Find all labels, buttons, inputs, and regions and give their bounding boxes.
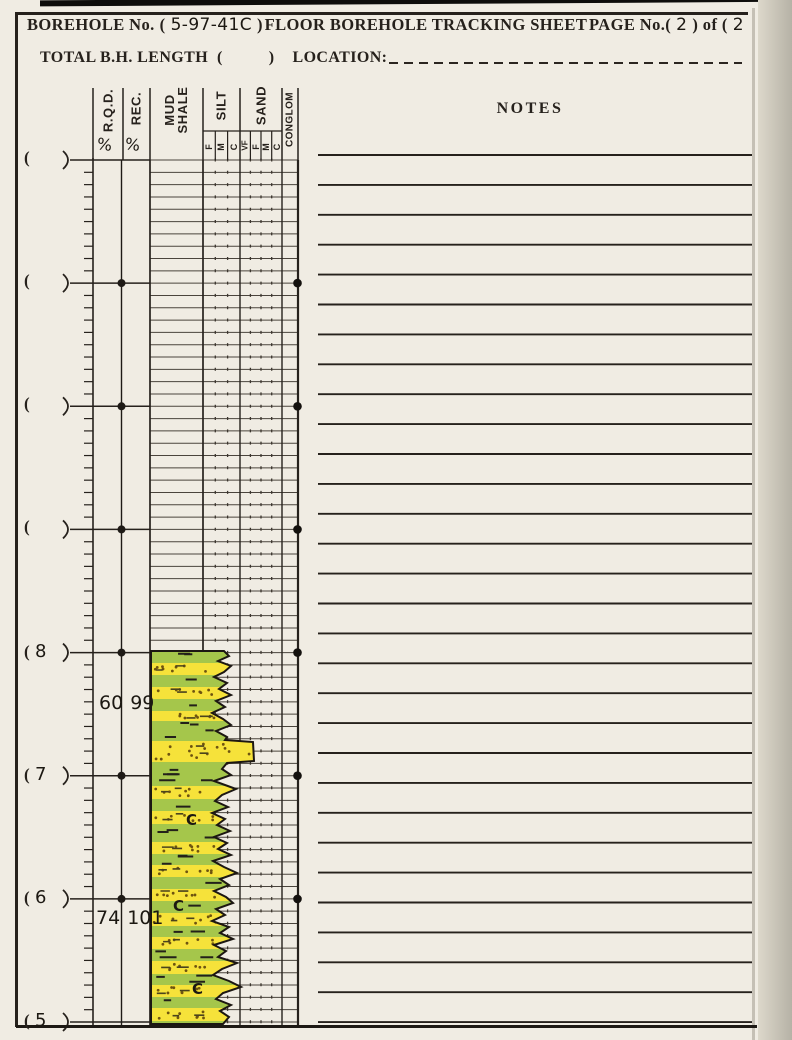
total-pages-value: 2 xyxy=(732,15,744,35)
rec-value: 101 xyxy=(127,907,164,929)
depth-label-5: ( 5 xyxy=(24,1010,47,1031)
column-header-rqd: R.Q.D. xyxy=(100,88,116,133)
rqd-value: 74 xyxy=(96,907,121,929)
column-header-sand: SAND xyxy=(253,85,269,126)
measurement-values-lower xyxy=(96,907,163,929)
column-header-conglom: CONGLOM xyxy=(284,91,296,148)
length-close-paren: ) xyxy=(268,49,275,66)
form-border-left xyxy=(15,12,18,1027)
borehole-open-paren: ( xyxy=(159,15,166,34)
form-title-row xyxy=(27,15,744,35)
depth-label-2: ( xyxy=(24,271,30,290)
measurement-values-upper xyxy=(99,692,154,714)
sheet-title: FLOOR BOREHOLE TRACKING SHEET xyxy=(264,15,588,34)
location-label: LOCATION: xyxy=(292,49,388,66)
depth-label-6: ( 6 xyxy=(24,887,47,908)
sand-grade-f: F xyxy=(251,144,261,150)
borehole-number-group xyxy=(27,15,263,35)
sand-grade-m: M xyxy=(261,143,271,151)
column-header-mud-shale xyxy=(163,70,189,150)
depth-label-3: ( xyxy=(24,394,30,413)
mud-label: MUD xyxy=(162,94,177,126)
rqd-value: 60 xyxy=(99,692,124,714)
depth-label-7: ( 7 xyxy=(24,764,47,785)
column-header-silt: SILT xyxy=(213,90,229,121)
rqd-percent-symbol: % xyxy=(95,134,114,155)
depth-label-1: ( xyxy=(24,148,30,167)
sand-grade-vf: VF xyxy=(240,140,250,151)
borehole-close-paren: ) xyxy=(256,15,263,34)
sand-grade-c: C xyxy=(272,143,282,151)
form-border-bottom xyxy=(16,1025,757,1028)
silt-grade-f: F xyxy=(204,144,214,150)
notes-title: NOTES xyxy=(496,100,564,117)
depth-label-8: ( 8 xyxy=(24,641,47,662)
page-number-value: 2 xyxy=(676,15,688,35)
borehole-label: BOREHOLE No. xyxy=(27,15,155,34)
rec-percent-symbol: % xyxy=(123,134,142,155)
page-number-group xyxy=(589,15,744,35)
litho-annotation-c3: C xyxy=(192,980,204,998)
silt-grade-m: M xyxy=(216,143,226,151)
rec-value: 99 xyxy=(130,692,155,714)
shale-label: SHALE xyxy=(175,86,190,134)
silt-grade-c: C xyxy=(229,143,239,151)
form-info-row xyxy=(40,49,746,67)
column-header-rec: REC. xyxy=(128,91,144,126)
location-blank-line xyxy=(389,62,742,64)
page-label: PAGE No.( xyxy=(589,15,672,34)
borehole-number-value: 5-97-41C xyxy=(170,15,252,35)
litho-annotation-c2: C xyxy=(173,897,185,915)
litho-annotation-c1: C xyxy=(186,811,198,829)
total-length-label: TOTAL B.H. LENGTH xyxy=(40,49,209,66)
length-open-paren: ( xyxy=(217,49,223,66)
page-of-label: ) of ( xyxy=(692,15,728,34)
depth-label-4: ( xyxy=(24,517,30,536)
